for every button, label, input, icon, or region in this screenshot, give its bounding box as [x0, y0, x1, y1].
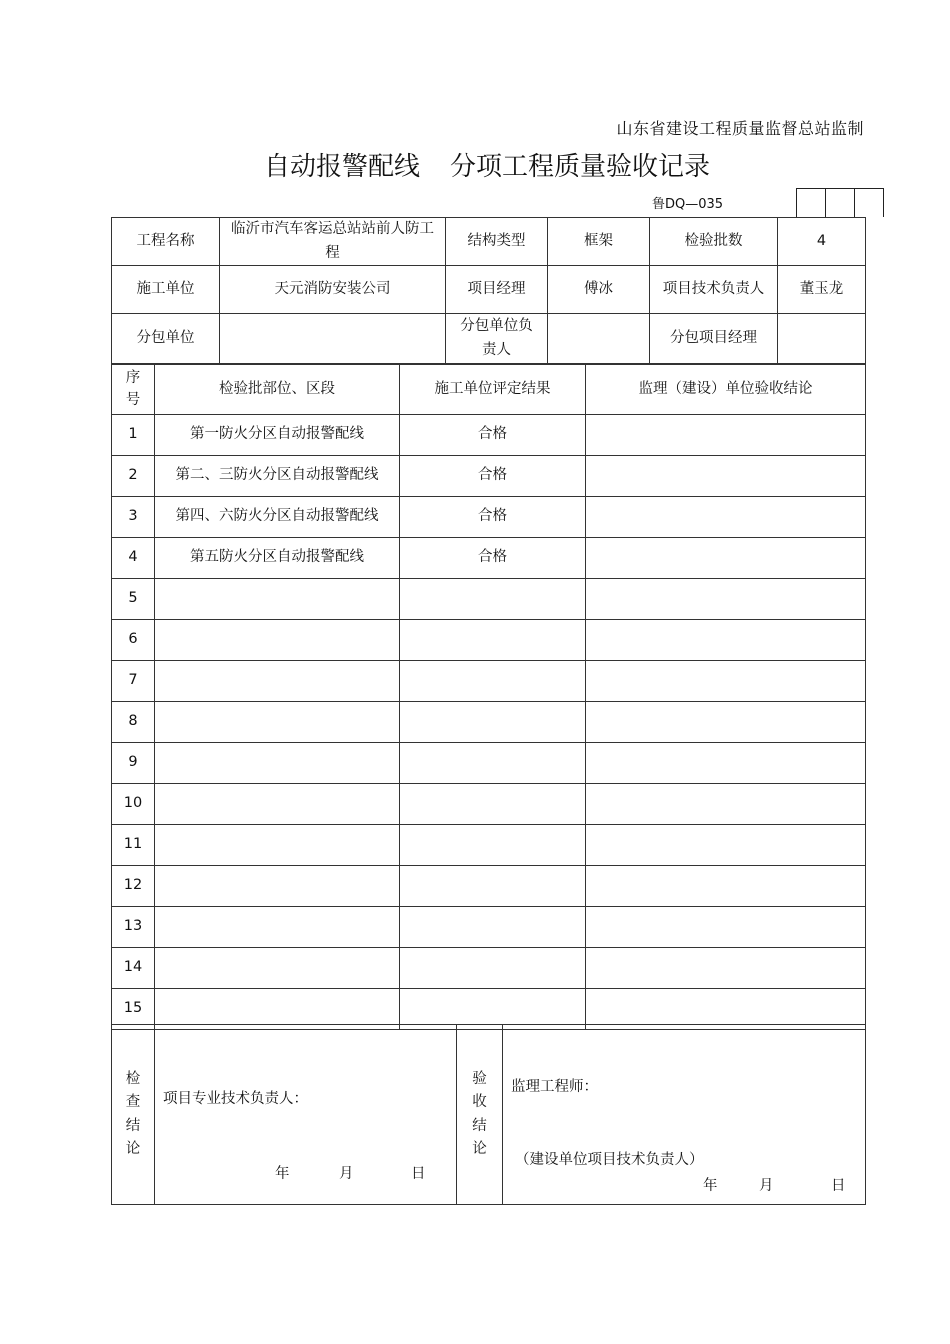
code-box[interactable]	[825, 188, 855, 217]
subcontractor-value[interactable]	[220, 314, 446, 364]
seq-cell: 1	[112, 415, 155, 456]
location-cell[interactable]: 第一防火分区自动报警配线	[155, 415, 400, 456]
contractor-result-header: 施工单位评定结果	[400, 365, 586, 415]
seq-cell: 14	[112, 948, 155, 989]
vertical-char: 结	[472, 1117, 487, 1134]
seq-cell: 5	[112, 579, 155, 620]
table-row	[112, 743, 866, 784]
seq-cell: 6	[112, 620, 155, 661]
table-row	[112, 948, 866, 989]
location-cell[interactable]	[155, 825, 400, 866]
seq-cell: 13	[112, 907, 155, 948]
table-row	[112, 866, 866, 907]
month-label: 月	[339, 1166, 354, 1182]
table-row	[112, 661, 866, 702]
project-manager-value[interactable]: 傅冰	[548, 266, 650, 314]
title-part-2: 分项工程质量验收记录	[450, 152, 711, 182]
conclusion-cell[interactable]	[586, 825, 866, 866]
title-part-1: 自动报警配线	[264, 152, 421, 182]
seq-cell: 9	[112, 743, 155, 784]
result-cell[interactable]: 合格	[400, 415, 586, 456]
construction-unit-value[interactable]: 天元消防安装公司	[220, 266, 446, 314]
conclusion-cell[interactable]	[586, 866, 866, 907]
location-cell[interactable]: 第五防火分区自动报警配线	[155, 538, 400, 579]
vertical-char: 论	[125, 1140, 141, 1157]
supervisor-conclusion-header: 监理（建设）单位验收结论	[586, 365, 866, 415]
info-row	[112, 266, 866, 314]
form-code-row	[652, 188, 884, 217]
day-label: 日	[411, 1166, 426, 1182]
table-row	[112, 784, 866, 825]
table-row	[112, 579, 866, 620]
conclusion-cell[interactable]	[586, 784, 866, 825]
structure-type-label: 结构类型	[446, 218, 548, 266]
conclusion-cell[interactable]	[586, 661, 866, 702]
form-code: 鲁DQ—035	[652, 197, 724, 212]
result-cell[interactable]	[400, 743, 586, 784]
subcontractor-lead-label: 分包单位负责人	[446, 314, 548, 364]
location-cell[interactable]	[155, 784, 400, 825]
project-name-value[interactable]: 临沂市汽车客运总站站前人防工程	[220, 218, 446, 266]
check-signer-label: 项目专业技术负责人：	[163, 1091, 308, 1107]
seq-cell: 12	[112, 866, 155, 907]
month-label: 月	[759, 1178, 774, 1194]
table-row	[112, 456, 866, 497]
vertical-char: 结	[125, 1117, 141, 1134]
table-row	[112, 497, 866, 538]
seq-cell: 4	[112, 538, 155, 579]
conclusion-cell[interactable]	[586, 907, 866, 948]
table-row	[112, 538, 866, 579]
result-cell[interactable]	[400, 579, 586, 620]
conclusion-cell[interactable]	[586, 497, 866, 538]
result-cell[interactable]	[400, 784, 586, 825]
result-cell[interactable]: 合格	[400, 538, 586, 579]
form-title	[236, 146, 740, 183]
seq-cell: 15	[112, 989, 155, 1030]
inspection-table	[111, 364, 866, 1030]
construction-unit-label: 施工单位	[112, 266, 220, 314]
accept-note: （建设单位项目技术负责人）	[515, 1152, 704, 1168]
conclusion-cell[interactable]	[586, 948, 866, 989]
conclusion-cell[interactable]	[586, 456, 866, 497]
code-box[interactable]	[796, 188, 826, 217]
year-label: 年	[275, 1166, 290, 1182]
conclusion-cell[interactable]	[586, 579, 866, 620]
year-label: 年	[703, 1178, 718, 1194]
location-cell[interactable]: 第二、三防火分区自动报警配线	[155, 456, 400, 497]
location-cell[interactable]: 第四、六防火分区自动报警配线	[155, 497, 400, 538]
vertical-char: 论	[472, 1140, 487, 1157]
location-cell[interactable]	[155, 866, 400, 907]
result-cell[interactable]	[400, 948, 586, 989]
subcontract-pm-label: 分包项目经理	[650, 314, 778, 364]
location-cell[interactable]	[155, 579, 400, 620]
result-cell[interactable]	[400, 907, 586, 948]
location-cell[interactable]	[155, 743, 400, 784]
result-cell[interactable]	[400, 620, 586, 661]
vertical-char: 查	[125, 1094, 141, 1111]
table-row	[112, 907, 866, 948]
location-cell[interactable]	[155, 702, 400, 743]
table-row	[112, 825, 866, 866]
vertical-char: 检	[125, 1071, 141, 1088]
check-conclusion-label	[112, 1025, 155, 1205]
result-cell[interactable]	[400, 702, 586, 743]
subcontract-pm-value[interactable]	[778, 314, 866, 364]
table-row	[112, 620, 866, 661]
result-cell[interactable]: 合格	[400, 456, 586, 497]
vertical-char: 验	[472, 1071, 487, 1088]
check-date	[275, 1163, 426, 1186]
accept-conclusion-label	[457, 1025, 503, 1205]
location-cell[interactable]	[155, 907, 400, 948]
seq-cell: 8	[112, 702, 155, 743]
code-box[interactable]	[854, 188, 884, 217]
accept-date	[703, 1175, 846, 1198]
tech-lead-label: 项目技术负责人	[650, 266, 778, 314]
conclusion-row	[112, 1025, 866, 1205]
info-row	[112, 218, 866, 266]
conclusion-cell[interactable]	[586, 415, 866, 456]
result-cell[interactable]	[400, 866, 586, 907]
location-cell[interactable]	[155, 620, 400, 661]
project-name-label: 工程名称	[112, 218, 220, 266]
result-cell[interactable]	[400, 661, 586, 702]
table-row	[112, 702, 866, 743]
seq-cell: 2	[112, 456, 155, 497]
seq-cell: 10	[112, 784, 155, 825]
batch-count-value[interactable]: 4	[778, 218, 866, 266]
check-conclusion-cell[interactable]	[155, 1025, 457, 1205]
subcontractor-lead-value[interactable]	[548, 314, 650, 364]
conclusion-cell[interactable]	[586, 743, 866, 784]
table-row	[112, 415, 866, 456]
conclusion-table	[111, 1024, 866, 1205]
structure-type-value[interactable]: 框架	[548, 218, 650, 266]
day-label: 日	[831, 1178, 846, 1194]
info-row	[112, 314, 866, 364]
issuer-text: 山东省建设工程质量监督总站监制	[616, 119, 864, 138]
accept-conclusion-cell[interactable]	[503, 1025, 866, 1205]
project-info-table	[111, 217, 866, 364]
seq-cell: 7	[112, 661, 155, 702]
project-manager-label: 项目经理	[446, 266, 548, 314]
accept-signer-label: 监理工程师：	[511, 1079, 598, 1095]
location-header: 检验批部位、区段	[155, 365, 400, 415]
seq-cell: 11	[112, 825, 155, 866]
seq-cell: 3	[112, 497, 155, 538]
tech-lead-value[interactable]: 董玉龙	[778, 266, 866, 314]
result-cell[interactable]	[400, 825, 586, 866]
inspection-body	[112, 415, 866, 1030]
inspection-header-row	[112, 365, 866, 415]
location-cell[interactable]	[155, 948, 400, 989]
subcontractor-label: 分包单位	[112, 314, 220, 364]
conclusion-cell[interactable]	[586, 538, 866, 579]
vertical-char: 收	[472, 1094, 487, 1111]
batch-count-label: 检验批数	[650, 218, 778, 266]
location-cell[interactable]	[155, 661, 400, 702]
seq-header: 序号	[112, 365, 155, 415]
conclusion-cell[interactable]	[586, 702, 866, 743]
conclusion-cell[interactable]	[586, 620, 866, 661]
result-cell[interactable]: 合格	[400, 497, 586, 538]
